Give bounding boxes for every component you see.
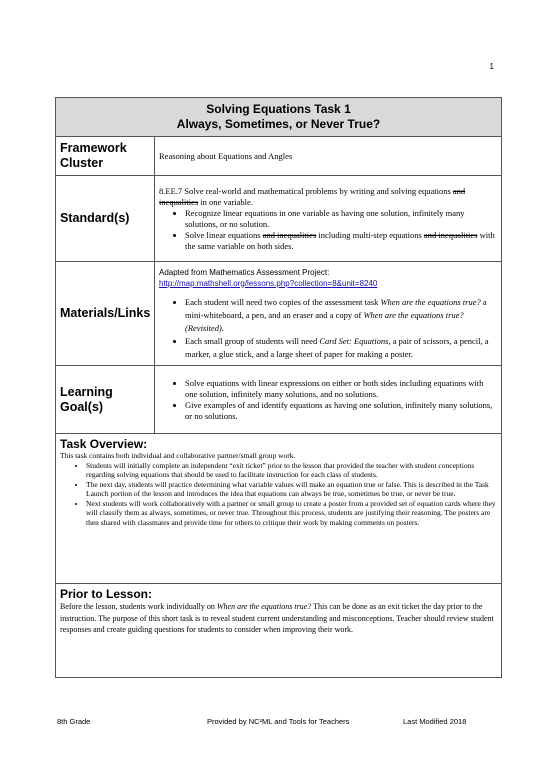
materials-item: • Each student will need two copies of the assessment task When are the equations true? a mini-whiteboard, a pen, and an eraser and a copy of When are the equations true? (Revisited). [185,296,497,335]
materials-item: • Each small group of students will need Card Set: Equations, a pair of scissors, a pencil, a marker, a glue stick, and a large sheet of paper for making a poster. [185,335,497,361]
title-row [56,98,502,137]
framework-label-line1: Framework [60,141,127,155]
learning-goals-content [155,366,502,434]
task-overview-list [60,461,497,528]
framework-label [56,137,155,176]
materials-label: Materials/Links [56,262,155,366]
framework-label-line2: Cluster [60,156,104,170]
standard-item: • Solve linear equations and inequalities including multi-step equations and inequalities with the same variable on both sides. [185,230,497,252]
materials-content [155,262,502,366]
learning-goals-list [159,378,497,422]
standards-list [159,208,497,252]
task-overview-heading: Task Overview: [60,437,148,451]
framework-content: Reasoning about Equations and Angles [155,137,502,176]
task-overview-item: • The next day, students will practice determining what variable values will make an equation true or false. This is described in the Task Launch portion of the lesson and introduces the idea that equations can always be true, sometimes be true, or never be true. [86,480,497,499]
adapted-from-text: Adapted from Mathematics Assessment Project: [159,267,330,277]
standards-label: Standard(s) [56,176,155,262]
learning-goals-row [56,366,502,434]
task-title [56,98,502,137]
task-overview-item: • Next students will work collaboratively with a partner or small group to create a poster from a provided set of equation cards where they will classify them as always, sometimes, or never true. Throughout this process, students are justifying their reasoning. The posters are then shared with classmates and provide time for others to critique their work by making comments on posters. [86,499,497,528]
learning-goals-label [56,366,155,434]
prior-to-lesson-row [56,584,502,678]
standard-intro: 8.EE.7 Solve real-world and mathematical problems by writing and solving equations and inequalities in one variable. [159,185,466,207]
framework-row [56,137,502,176]
task-overview-section [56,434,502,584]
prior-to-lesson-section [56,584,502,678]
learning-label-line2: Goal(s) [60,399,104,414]
page-number: 1 [489,62,494,71]
learning-goal-item: • Solve equations with linear expressions on either or both sides including equations with one solution, infinitely many solutions, and no solutions. [185,378,497,400]
prior-to-lesson-heading: Prior to Lesson: [60,587,153,601]
footer-grade: 8th Grade [57,717,91,726]
task-document [55,97,501,678]
learning-label-line1: Learning [60,384,113,399]
footer-provider: Provided by NC²ML and Tools for Teachers [207,717,350,726]
standards-row [56,176,502,262]
task-overview-row [56,434,502,584]
standard-item: • Recognize linear equations in one variable as having one solution, infinitely many solutions, or no solution. [185,208,497,230]
task-title-line1: Solving Equations Task 1 [206,102,351,116]
map-lesson-link[interactable]: http://map.mathshell.org/lessons.php?collection=8&unit=8240 [159,278,378,288]
task-overview-intro: This task contains both individual and collaborative partner/small group work. [60,451,296,460]
prior-to-lesson-text: Before the lesson, students work individually on When are the equations true? This can be done as an exit ticket the day prior to the instruction. The purpose of this short task is to reveal student current understanding and misconceptions. Teacher should review student responses and create guiding questions for students to consider when improving their work. [60,602,494,634]
task-table [55,97,502,678]
materials-list [159,296,497,361]
standards-content [155,176,502,262]
task-title-line2: Always, Sometimes, or Never True? [176,117,381,131]
footer-modified: Last Modified 2018 [403,717,467,726]
task-overview-item: • Students will initially complete an independent “exit ticket” prior to the lesson that provided the teacher with student conceptions regarding solving equations that should be used to facilitate instruction for each class of students. [86,461,497,480]
materials-row [56,262,502,366]
learning-goal-item: • Give examples of and identify equations as having one solution, infinitely many solutions, or no solutions. [185,400,497,422]
